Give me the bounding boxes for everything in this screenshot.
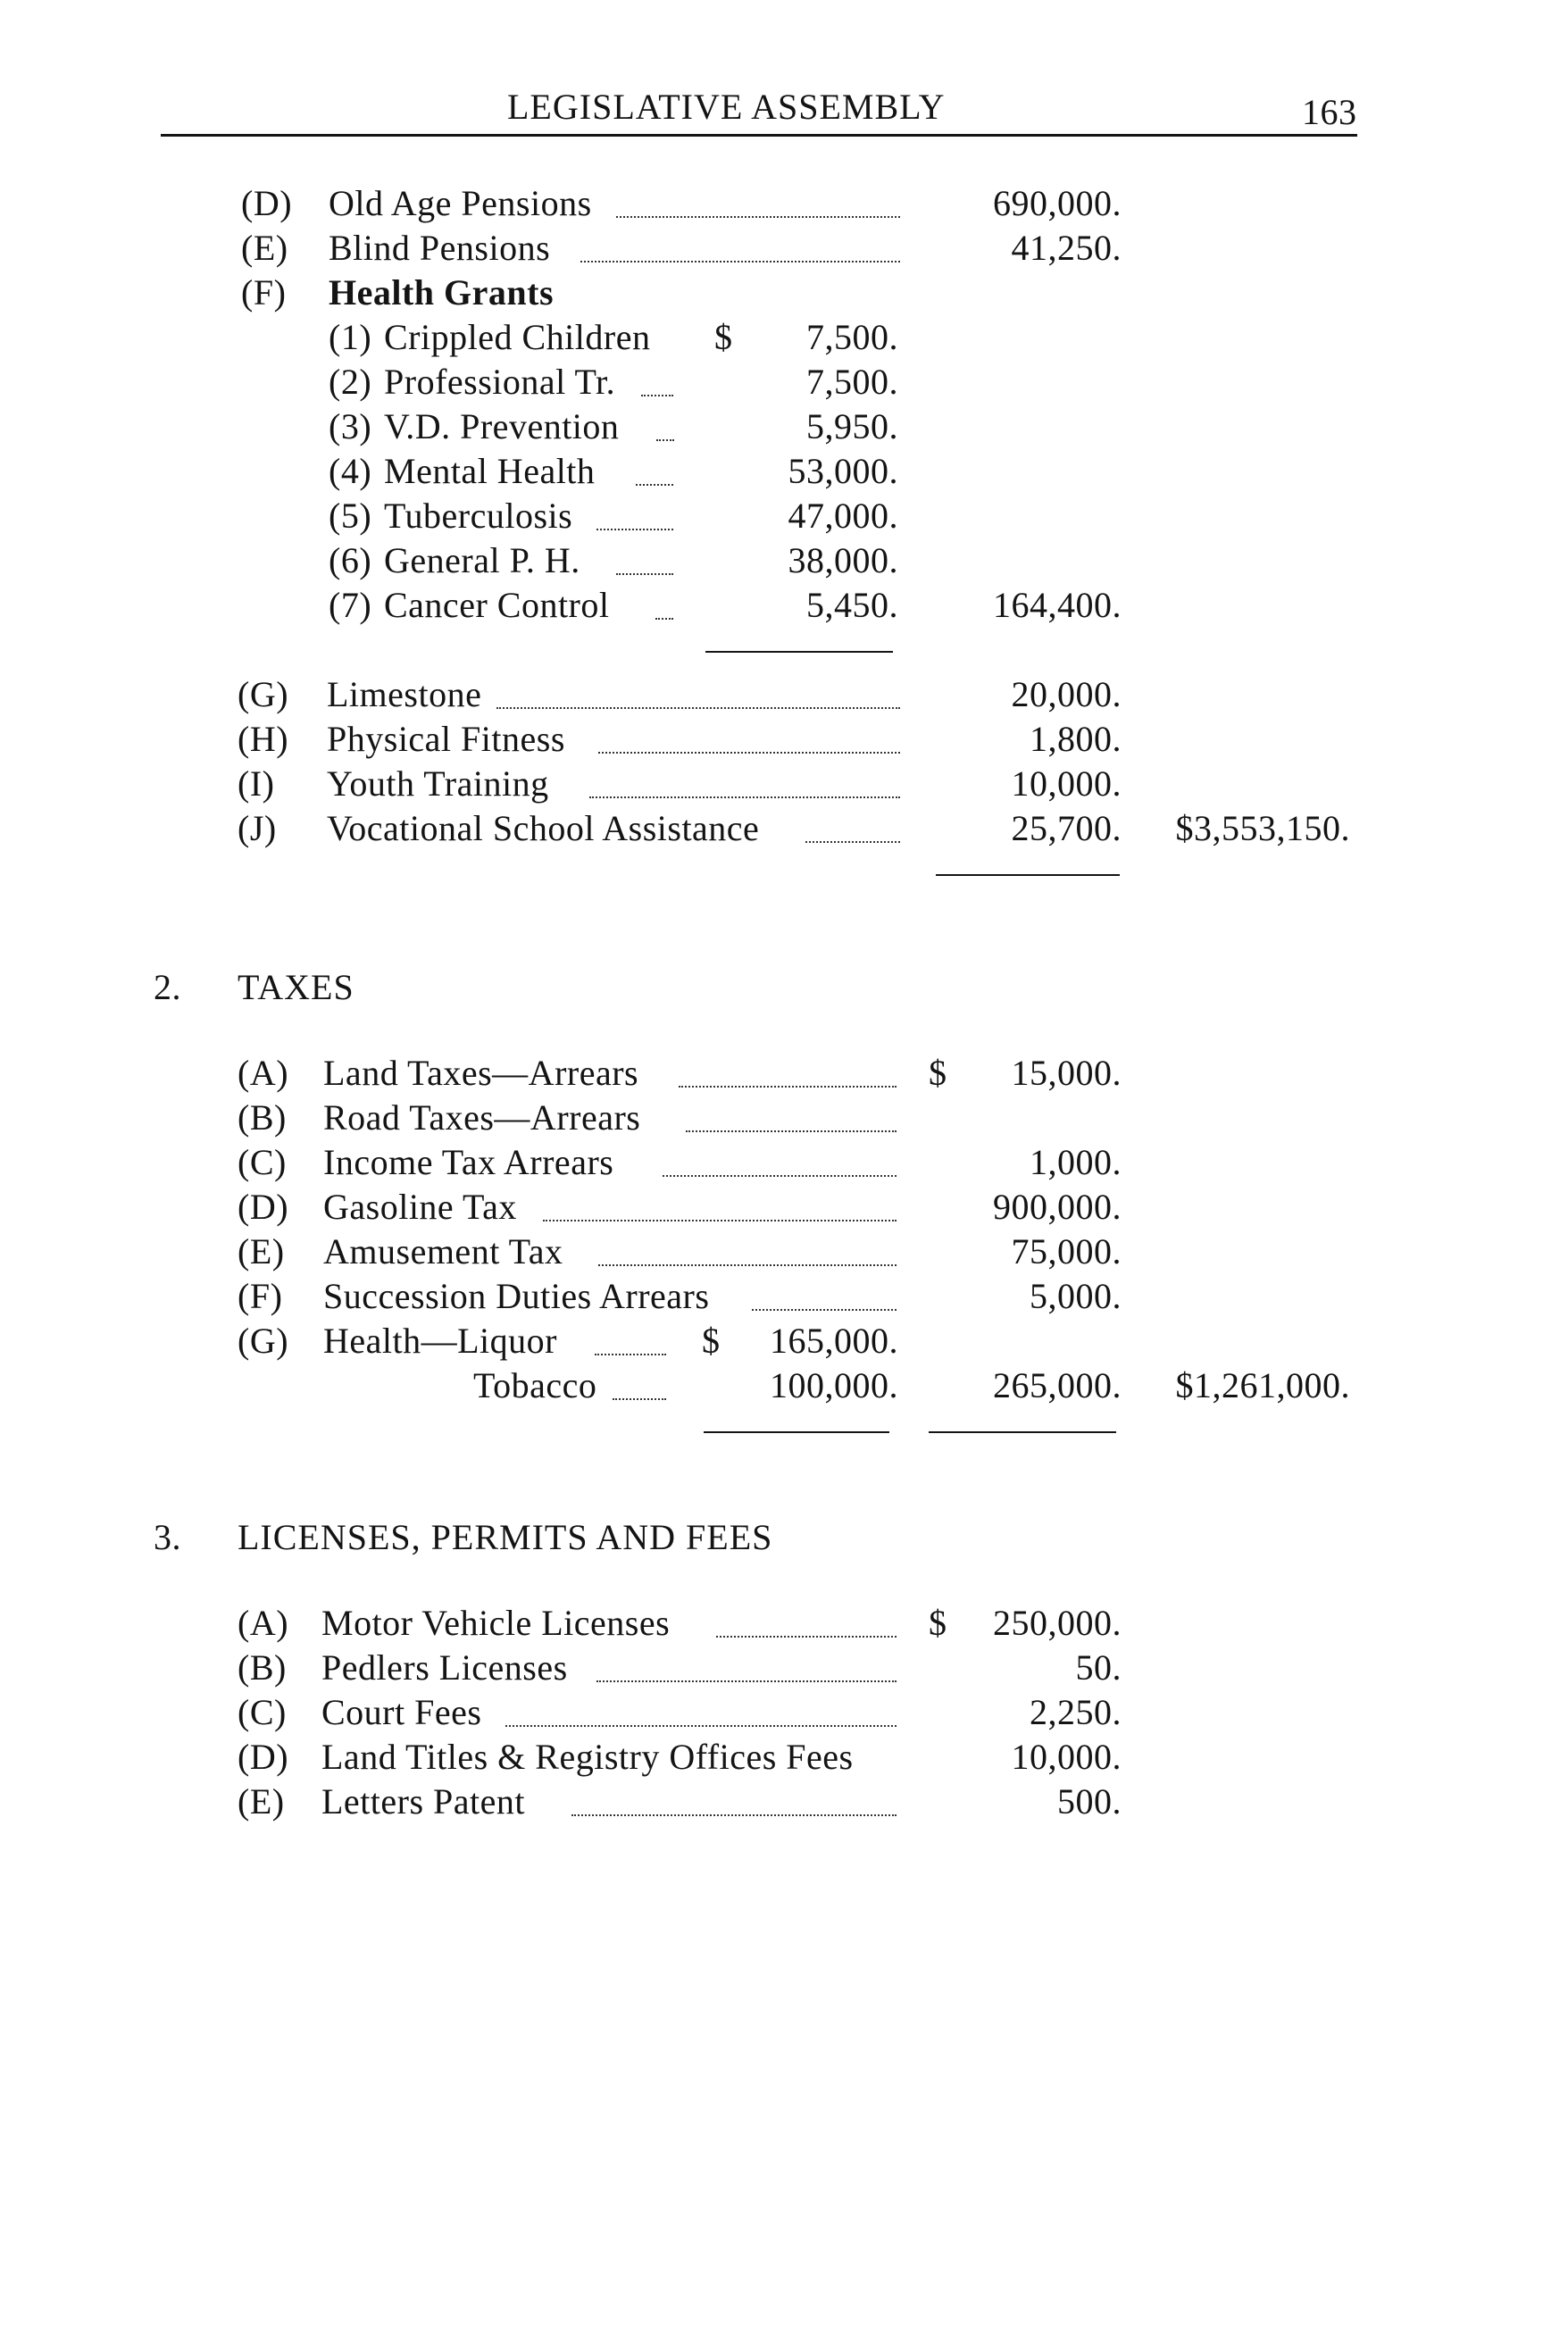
dot-leader (613, 1398, 666, 1400)
item-amount: 50. (1075, 1647, 1122, 1688)
sub-item-amount: 7,500. (806, 362, 898, 402)
sub-item-label: Mental Health (384, 451, 596, 491)
item-amount: 1,800. (1030, 719, 1122, 759)
dot-leader (571, 1814, 897, 1816)
item-label: Amusement Tax (323, 1231, 563, 1271)
dot-leader (596, 529, 673, 530)
sub-item-amount: 38,000. (788, 540, 898, 580)
dot-leader (679, 1086, 897, 1088)
item-amount: 900,000. (993, 1187, 1122, 1227)
dollar-sign: $ (929, 1053, 947, 1093)
running-header-title: LEGISLATIVE ASSEMBLY (507, 87, 946, 127)
item-label: Limestone (327, 674, 482, 714)
item-letter: (G) (238, 674, 289, 714)
section-number: 2. (154, 967, 181, 1007)
sub-item-amount: 53,000. (788, 451, 898, 491)
item-amount: 41,250. (1011, 228, 1122, 268)
tobacco-amount: 100,000. (770, 1365, 898, 1405)
dot-leader (805, 841, 900, 843)
dot-leader (616, 216, 900, 218)
dot-leader (496, 707, 900, 709)
dot-leader (543, 1220, 897, 1221)
item-amount: 5,000. (1030, 1276, 1122, 1316)
sub-item-num: (5) (329, 496, 372, 536)
item-amount: 500. (1057, 1781, 1122, 1822)
item-letter: (D) (241, 183, 293, 223)
section2-grand-total: $1,261,000. (1175, 1365, 1350, 1405)
sub-item-label: General P. H. (384, 540, 580, 580)
item-amount: 1,000. (1030, 1142, 1122, 1182)
subtotal-rule (704, 1431, 889, 1433)
item-amount: 10,000. (1011, 1737, 1122, 1777)
item-label: Physical Fitness (327, 719, 565, 759)
dot-leader (655, 618, 673, 620)
sub-item-amount: 7,500. (806, 317, 898, 357)
sub-item-label: Crippled Children (384, 317, 651, 357)
item-letter: (B) (238, 1097, 287, 1138)
dot-leader (636, 484, 673, 486)
item-letter: (D) (238, 1737, 289, 1777)
item-amount: 15,000. (1011, 1053, 1122, 1093)
dot-leader (595, 1354, 666, 1355)
dollar-sign: $ (929, 1603, 947, 1643)
item-label: Letters Patent (321, 1781, 526, 1822)
sub-item-label: Tuberculosis (384, 496, 573, 536)
item-label: Court Fees (321, 1692, 482, 1732)
dot-leader (752, 1309, 897, 1311)
dot-leader (580, 261, 900, 263)
section-title: LICENSES, PERMITS AND FEES (238, 1517, 773, 1557)
item-amount: 75,000. (1011, 1231, 1122, 1271)
dot-leader (656, 439, 674, 441)
health-grants-heading: Health Grants (329, 272, 555, 313)
item-label: Vocational School Assistance (327, 808, 760, 848)
item-letter: (H) (238, 719, 289, 759)
item-letter: (J) (238, 808, 277, 848)
dot-leader (598, 1264, 897, 1266)
item-amount: 10,000. (1011, 763, 1122, 804)
total-rule (936, 874, 1120, 876)
section1-grand-total: $3,553,150. (1175, 808, 1350, 848)
item-letter: (C) (238, 1142, 287, 1182)
item-letter: (F) (238, 1276, 283, 1316)
dot-leader (596, 1680, 897, 1682)
sub-item-label: V.D. Prevention (384, 406, 620, 446)
item-label: Youth Training (327, 763, 549, 804)
item-letter: (A) (238, 1603, 289, 1643)
sub-item-num: (6) (329, 540, 372, 580)
health-grants-total: 164,400. (993, 585, 1122, 625)
item-amount: 250,000. (993, 1603, 1122, 1643)
sub-item-label: Professional Tr. (384, 362, 616, 402)
dot-leader (616, 573, 673, 575)
item-label: Blind Pensions (329, 228, 551, 268)
item-letter: (E) (241, 228, 288, 268)
item-label: Road Taxes—Arrears (323, 1097, 641, 1138)
item-label: Old Age Pensions (329, 183, 592, 223)
liquor-amount: 165,000. (770, 1321, 898, 1361)
item-letter: (E) (238, 1231, 285, 1271)
item-letter: (B) (238, 1647, 287, 1688)
item-label: Motor Vehicle Licenses (321, 1603, 671, 1643)
dot-leader (505, 1725, 897, 1727)
tobacco-label: Tobacco (473, 1365, 597, 1405)
item-amount: 20,000. (1011, 674, 1122, 714)
dot-leader (686, 1130, 897, 1132)
sub-item-amount: 5,950. (806, 406, 898, 446)
item-letter: (E) (238, 1781, 285, 1822)
item-letter: (C) (238, 1692, 287, 1732)
page-number: 163 (1302, 92, 1357, 132)
item-letter: (I) (238, 763, 275, 804)
item-amount: 2,250. (1030, 1692, 1122, 1732)
item-letter: (D) (238, 1187, 289, 1227)
dollar-sign: $ (702, 1321, 721, 1361)
sub-item-num: (4) (329, 451, 372, 491)
sub-item-num: (2) (329, 362, 372, 402)
item-letter: (F) (241, 272, 287, 313)
dot-leader (641, 395, 673, 396)
section-title: TAXES (238, 967, 354, 1007)
health-liquor-label: Health—Liquor (323, 1321, 557, 1361)
dot-leader (589, 796, 900, 798)
header-rule (161, 134, 1357, 137)
sub-item-num: (7) (329, 585, 372, 625)
sub-item-label: Cancer Control (384, 585, 610, 625)
subtotal-rule (705, 651, 893, 653)
sub-item-amount: 5,450. (806, 585, 898, 625)
item-letter: (A) (238, 1053, 289, 1093)
section-number: 3. (154, 1517, 181, 1557)
subtotal-rule (929, 1431, 1116, 1433)
dot-leader (598, 752, 900, 754)
sub-item-num: (1) (329, 317, 372, 357)
item-amount: 25,700. (1011, 808, 1122, 848)
item-label: Succession Duties Arrears (323, 1276, 710, 1316)
sub-item-amount: 47,000. (788, 496, 898, 536)
sub-item-num: (3) (329, 406, 372, 446)
item-label: Land Taxes—Arrears (323, 1053, 639, 1093)
dollar-sign: $ (714, 317, 733, 357)
item-label: Land Titles & Registry Offices Fees (321, 1737, 854, 1777)
health-subtotal: 265,000. (993, 1365, 1122, 1405)
item-letter: (G) (238, 1321, 289, 1361)
dot-leader (663, 1175, 897, 1177)
dot-leader (716, 1636, 897, 1638)
item-label: Income Tax Arrears (323, 1142, 614, 1182)
item-label: Gasoline Tax (323, 1187, 517, 1227)
item-amount: 690,000. (993, 183, 1122, 223)
item-label: Pedlers Licenses (321, 1647, 568, 1688)
